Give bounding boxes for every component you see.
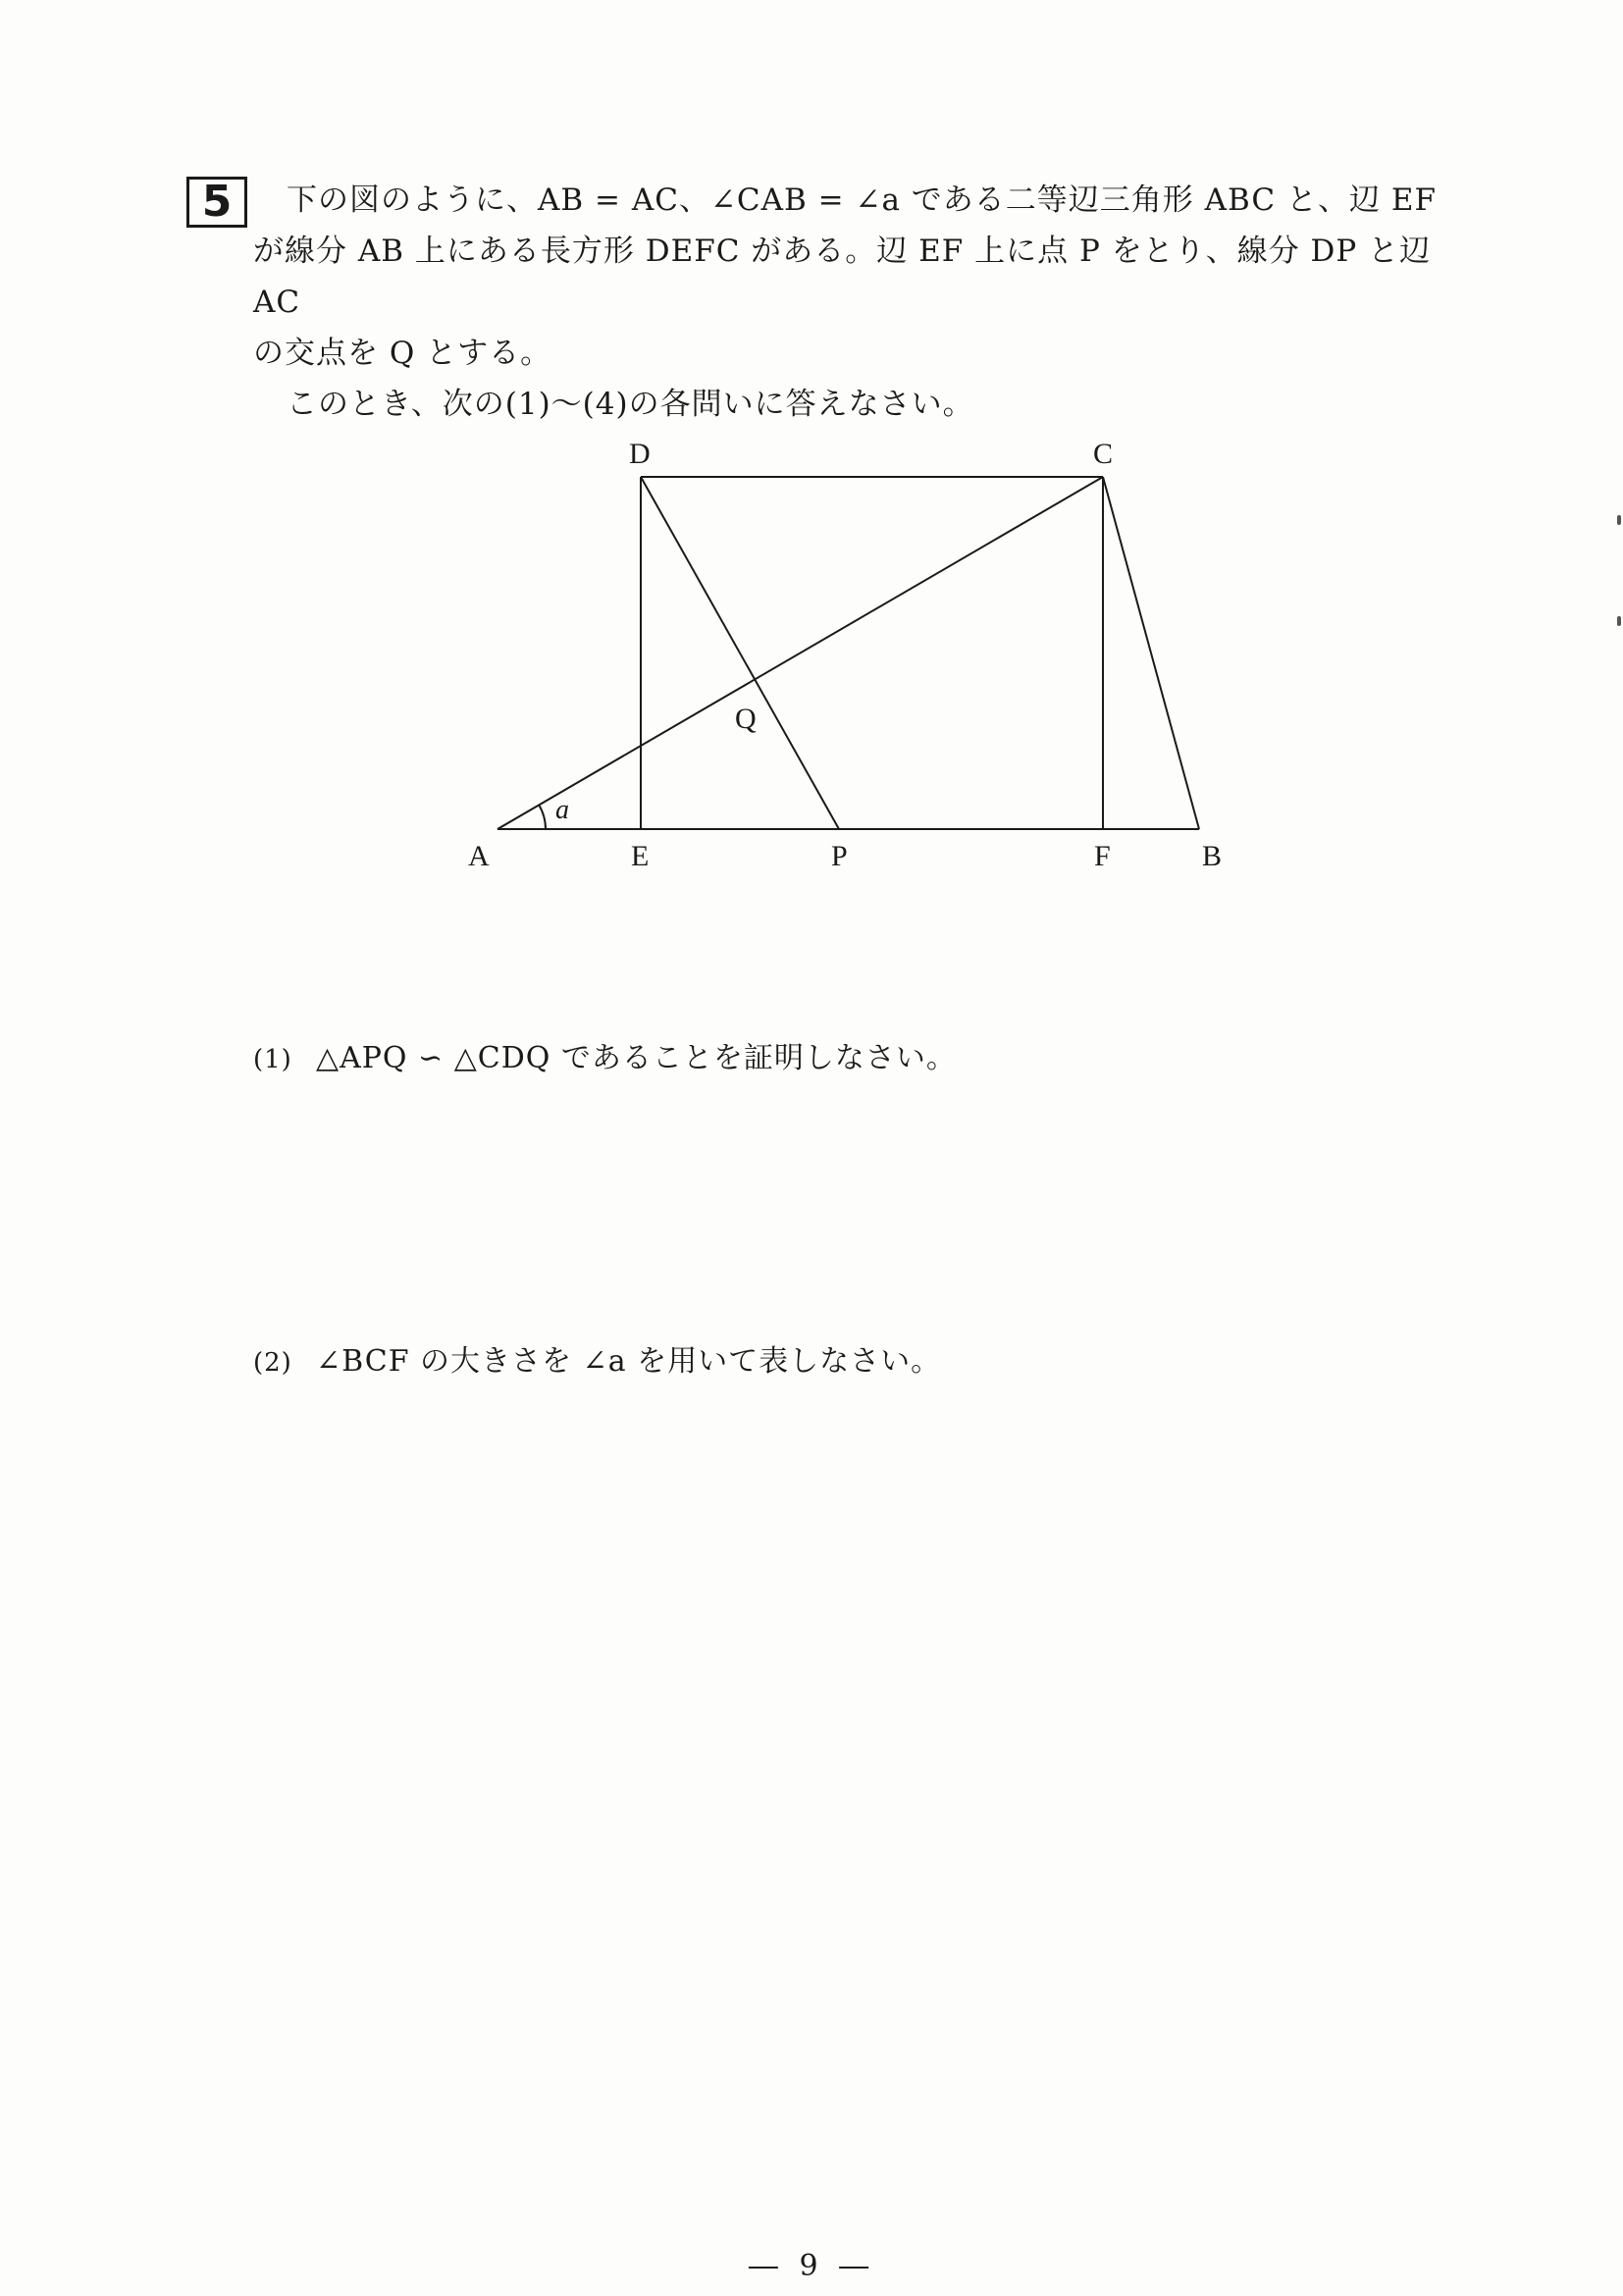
stem-line-3: の交点を Q とする。 bbox=[253, 336, 552, 371]
angle-a-arc bbox=[539, 805, 546, 829]
segment-dp bbox=[641, 477, 839, 829]
label-a: A bbox=[468, 840, 490, 872]
label-c: C bbox=[1093, 438, 1114, 470]
stem-line-4: このとき、次の(1)～(4)の各問いに答えなさい。 bbox=[287, 387, 974, 422]
label-q: Q bbox=[735, 703, 757, 735]
subquestion-2-number: (2) bbox=[253, 1348, 292, 1378]
label-f: F bbox=[1094, 840, 1111, 872]
label-e: E bbox=[631, 840, 650, 872]
question-number: 5 bbox=[201, 177, 233, 227]
segment-ac bbox=[497, 477, 1103, 829]
label-p: P bbox=[831, 840, 848, 872]
subquestion-1-text: △APQ ∽ △CDQ であることを証明しなさい。 bbox=[316, 1041, 957, 1075]
label-d: D bbox=[629, 438, 651, 470]
label-b: B bbox=[1202, 840, 1223, 872]
stem-line-2: が線分 AB 上にある長方形 DEFC がある。辺 EF 上に点 P をとり、線分 DP と辺 AC bbox=[253, 234, 1432, 320]
binding-mark bbox=[1617, 515, 1621, 525]
label-angle-a: a bbox=[555, 795, 569, 825]
subquestion-2 bbox=[253, 1342, 941, 1383]
stem-line-1: 下の図のように、AB = AC、∠CAB = ∠a である二等辺三角形 ABC と、辺 EF bbox=[287, 183, 1437, 218]
binding-mark bbox=[1617, 616, 1621, 626]
subquestion-2-text: ∠BCF の大きさを ∠a を用いて表しなさい。 bbox=[316, 1344, 942, 1379]
segment-cb bbox=[1103, 477, 1199, 829]
subquestion-1-number: (1) bbox=[253, 1045, 292, 1074]
page-number: ― 9 ― bbox=[748, 2249, 875, 2283]
subquestion-1 bbox=[253, 1039, 957, 1079]
